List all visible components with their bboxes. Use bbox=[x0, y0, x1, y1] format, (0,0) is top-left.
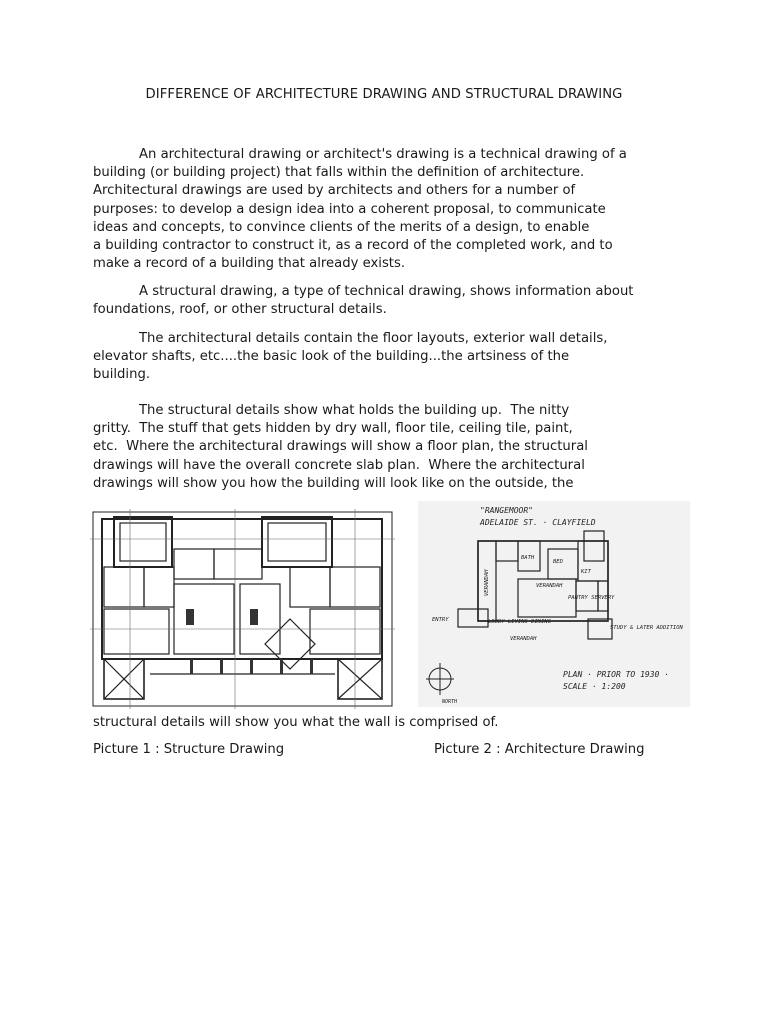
plan-label-study: STUDY & LATER ADDITION bbox=[610, 625, 683, 631]
plan-label-bed: BED bbox=[553, 559, 563, 565]
page-title: DIFFERENCE OF ARCHITECTURE DRAWING AND STRUCTURAL DRAWING bbox=[145, 87, 623, 102]
paragraph-architectural-details: The architectural details contain the floor layouts, exterior wall details, elevator shafts, etc....the basic look of the building...the artsiness of the building. bbox=[93, 331, 608, 383]
plan-label-lobby: LOBBY LIVING DINING bbox=[488, 619, 551, 625]
plan-label-verandah-bottom: VERANDAH bbox=[510, 636, 537, 642]
plan-address: ADELAIDE ST. · CLAYFIELD bbox=[480, 518, 596, 527]
plan-title: PLAN · PRIOR TO 1930 · bbox=[563, 670, 669, 679]
caption-picture-1: Picture 1 : Structure Drawing bbox=[93, 742, 285, 757]
paragraph-continuation: structural details will show you what the wall is comprised of. bbox=[93, 715, 499, 730]
paragraph-structural-drawing: A structural drawing, a type of technical drawing, shows information about foundations, roof, or other structural details. bbox=[93, 284, 634, 318]
plan-label-entry: ENTRY bbox=[432, 617, 449, 623]
paragraph-structural-details: The structural details show what holds the building up. The nitty gritty. The stuff that gets hidden by dry wall, floor tile, ceiling tile, paint, etc. Where the architectural drawings will show a floor plan, the structural drawings will have the overall concrete slab plan. Where the architectural drawings will show you how the building will look like on the outside, the bbox=[93, 403, 588, 491]
plan-house-name: "RANGEMOOR" bbox=[480, 506, 533, 515]
caption-picture-2: Picture 2 : Architecture Drawing bbox=[434, 742, 645, 757]
structure-drawing-image bbox=[90, 509, 395, 709]
paragraph-architectural-drawing: An architectural drawing or architect's drawing is a technical drawing of a building (or building project) that falls within the definition of architecture. Architectural drawings are used by architects and others for a number of purposes: to develop a design idea into a coherent proposal, to communicate ideas and concepts, to convince clients of the merits of a design, to enable a building contractor to construct it, as a record of the completed work, and to make a record of a building that already exists. bbox=[93, 147, 627, 272]
plan-label-bath: BATH bbox=[521, 555, 535, 561]
architecture-drawing-image bbox=[418, 501, 690, 707]
plan-north-label: NORTH bbox=[442, 699, 458, 705]
plan-scale: SCALE · 1:200 bbox=[563, 682, 626, 691]
plan-label-verandah-top: VERANDAH bbox=[536, 583, 563, 589]
plan-label-verandah-left: VERANDAH bbox=[484, 569, 490, 596]
plan-label-kit: KIT bbox=[581, 569, 591, 575]
plan-label-pantry: PANTRY SERVERY bbox=[568, 595, 615, 601]
